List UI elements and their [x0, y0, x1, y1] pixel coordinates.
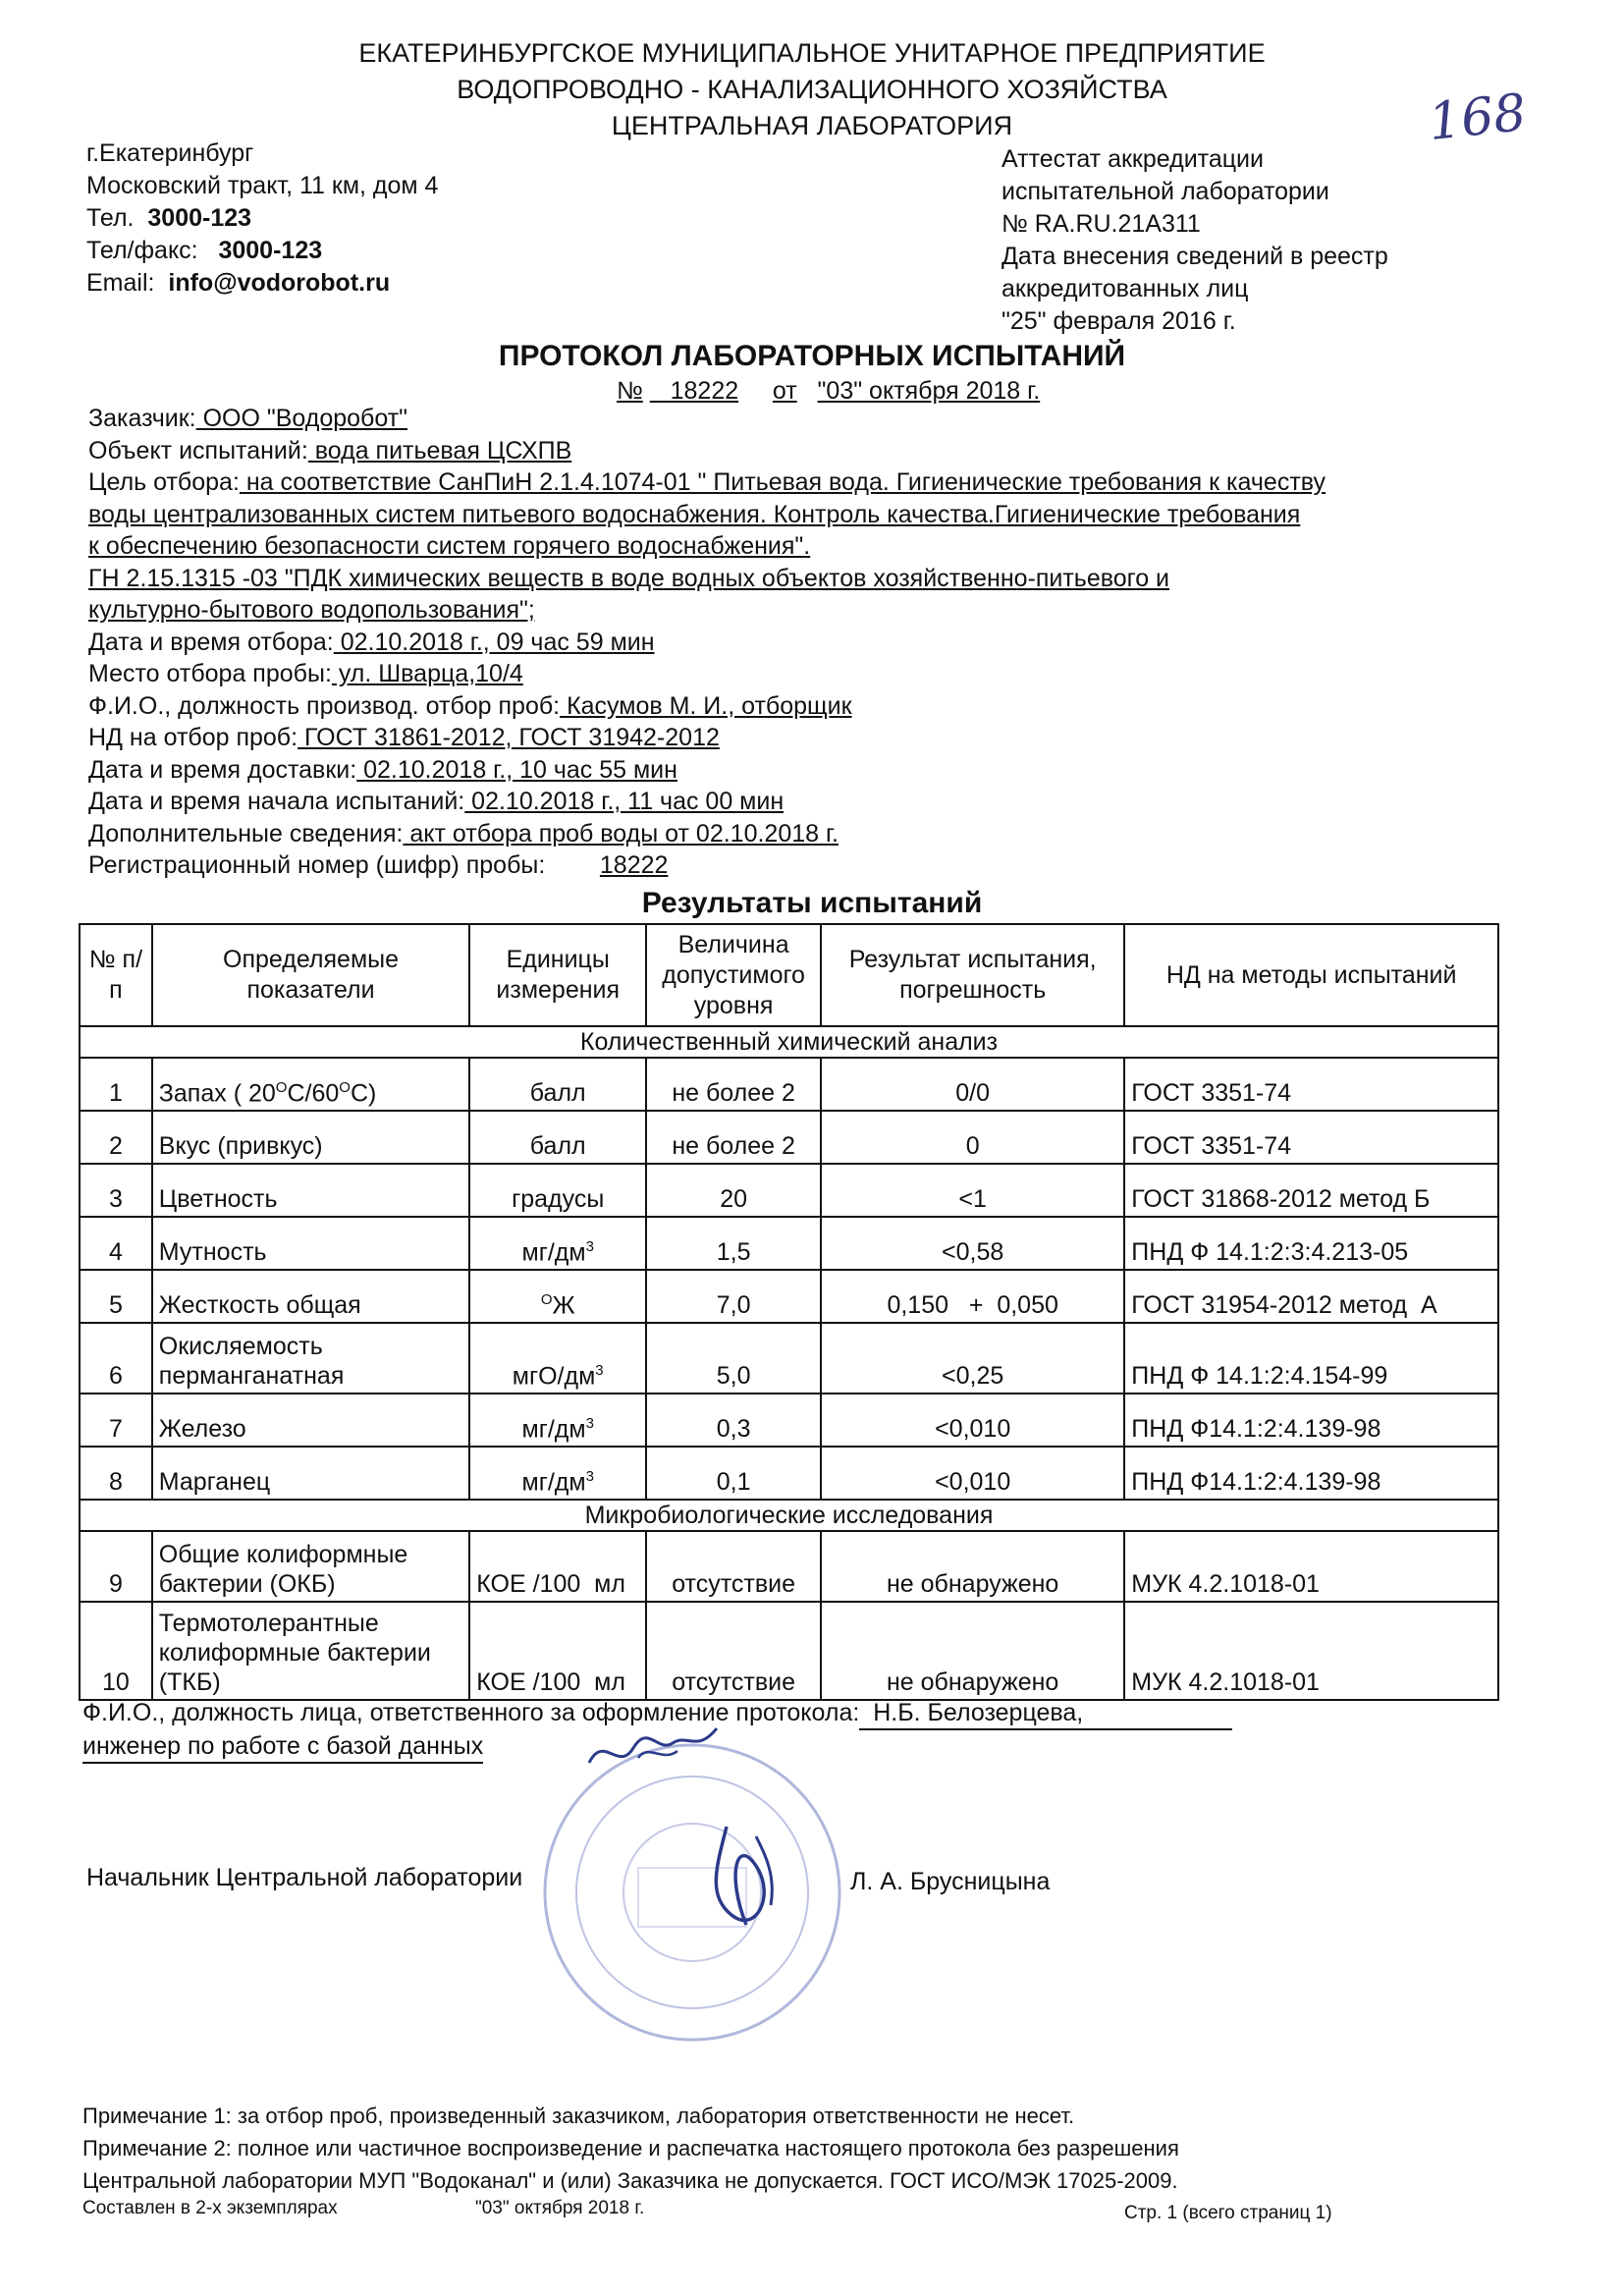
sampler-label: Ф.И.О., должность производ. отбор проб: — [88, 691, 561, 720]
table-row — [80, 1602, 1498, 1700]
row-result: 0,150 + 0,050 — [821, 1270, 1124, 1323]
results-title: Результаты испытаний — [641, 887, 983, 919]
unit-sup: 3 — [595, 1361, 604, 1379]
row-param — [152, 1531, 469, 1602]
start-label: Дата и время начала испытаний: — [88, 788, 465, 815]
organization-header — [0, 35, 1624, 144]
street: Московский тракт, 11 км, дом 4 — [86, 172, 439, 199]
row-limit: 7,0 — [646, 1270, 821, 1323]
page-info: Стр. 1 (всего страниц 1) — [1124, 2203, 1332, 2223]
sampler-field — [88, 690, 1492, 723]
accr-line-6: "25" февраля 2016 г. — [1001, 307, 1236, 335]
footer-date: "03" октября 2018 г. — [475, 2198, 645, 2218]
unit-text: Ж — [552, 1291, 575, 1319]
row-unit: балл — [469, 1058, 646, 1111]
param-part: С/60 — [287, 1079, 340, 1107]
row-num: 5 — [80, 1270, 152, 1323]
row-method: ГОСТ 31954-2012 метод А — [1124, 1270, 1498, 1323]
row-num: 8 — [80, 1447, 152, 1500]
city: г.Екатеринбург — [86, 139, 254, 167]
customer-field — [88, 403, 1492, 435]
place-value: ул. Шварца,10/4 — [331, 660, 523, 687]
row-method: ГОСТ 3351-74 — [1124, 1058, 1498, 1111]
org-line-2: ВОДОПРОВОДНО - КАНАЛИЗАЦИОННОГО ХОЗЯЙСТВА — [457, 75, 1167, 104]
unit-text: мг/дм — [521, 1238, 586, 1266]
responsible-name: Н.Б. Белозерцева, — [859, 1697, 1232, 1730]
row-param: Цветность — [152, 1164, 469, 1217]
delivery-label: Дата и время доставки: — [88, 755, 357, 784]
row-limit: 5,0 — [646, 1323, 821, 1394]
row-result: <0,25 — [821, 1323, 1124, 1394]
sample-fields — [88, 403, 1492, 882]
param-sup: О — [339, 1078, 351, 1096]
row-num: 1 — [80, 1058, 152, 1111]
row-param — [152, 1323, 469, 1394]
row-limit: не более 2 — [646, 1111, 821, 1164]
row-limit: отсутствие — [646, 1602, 821, 1700]
start-field — [88, 786, 1492, 818]
section-row — [80, 1026, 1498, 1058]
row-unit: КОЕ /100 мл — [469, 1602, 646, 1700]
row-param: Жесткость общая — [152, 1270, 469, 1323]
accr-line-1: Аттестат аккредитации — [1001, 145, 1264, 173]
row-limit: 0,3 — [646, 1394, 821, 1447]
accr-line-5: аккредитованных лиц — [1001, 275, 1249, 302]
row-unit: КОЕ /100 мл — [469, 1531, 646, 1602]
row-unit: градусы — [469, 1164, 646, 1217]
row-unit — [469, 1270, 646, 1323]
delivery-value: 02.10.2018 г., 10 час 55 мин — [356, 755, 677, 784]
table-row — [80, 1164, 1498, 1217]
row-num: 9 — [80, 1531, 152, 1602]
unit-sup: 3 — [585, 1467, 594, 1485]
row-result: <0,58 — [821, 1217, 1124, 1270]
row-result: <0,010 — [821, 1394, 1124, 1447]
row-result: 0/0 — [821, 1058, 1124, 1111]
customer-value: ООО "Водоробот" — [195, 405, 408, 432]
param-line: Термотолерантные — [158, 1610, 379, 1637]
row-param: Вкус (привкус) — [152, 1111, 469, 1164]
row-limit: 0,1 — [646, 1447, 821, 1500]
note-2-line-2: Центральной лаборатории МУП "Водоканал" и (или) Заказчика не допускается. ГОСТ ИСО/МЭК 17025-2009. — [82, 2168, 1178, 2193]
unit-sup: 3 — [585, 1414, 594, 1432]
col-num: № п/п — [80, 924, 152, 1026]
row-param: Мутность — [152, 1217, 469, 1270]
col-result: Результат испытания, погрешность — [821, 924, 1124, 1026]
sampling-datetime-value: 02.10.2018 г., 09 час 59 мин — [333, 628, 655, 656]
object-value: вода питьевая ЦСХПВ — [307, 436, 572, 465]
col-param: Определяемые показатели — [152, 924, 469, 1026]
col-unit: Единицы измерения — [469, 924, 646, 1026]
unit-text: мг/дм — [521, 1468, 586, 1496]
section-chemical: Количественный химический анализ — [80, 1026, 1498, 1058]
table-row — [80, 1111, 1498, 1164]
table-row — [80, 1447, 1498, 1500]
note-2-line-1: Примечание 2: полное или частичное воспроизведение и распечатка настоящего протокола без разрешения — [82, 2136, 1179, 2160]
protocol-date: "03" октября 2018 г. — [817, 377, 1041, 405]
reg-value: 18222 — [599, 851, 669, 879]
handwritten-page-number: 168 — [1426, 82, 1530, 153]
row-result: <1 — [821, 1164, 1124, 1217]
row-num: 6 — [80, 1323, 152, 1394]
object-label: Объект испытаний: — [88, 436, 308, 465]
signature-icon — [579, 1714, 736, 1782]
row-method: ПНД Ф14.1:2:4.139-98 — [1124, 1447, 1498, 1500]
param-line: бактерии (ОКБ) — [158, 1570, 336, 1598]
nd-label: НД на отбор проб: — [88, 724, 298, 751]
row-limit: 20 — [646, 1164, 821, 1217]
row-param — [152, 1602, 469, 1700]
col-method: НД на методы испытаний — [1124, 924, 1498, 1026]
param-line: (ТКБ) — [158, 1668, 221, 1696]
copies-note: Составлен в 2-х экземплярах — [82, 2198, 338, 2218]
phone-value: 3000-123 — [147, 204, 252, 232]
row-unit — [469, 1217, 646, 1270]
chief-label: Начальник Центральной лаборатории — [86, 1864, 523, 1891]
accreditation-block — [1001, 143, 1388, 338]
row-num: 7 — [80, 1394, 152, 1447]
row-result: не обнаружено — [821, 1531, 1124, 1602]
protocol-num-gap — [650, 377, 671, 405]
nd-field — [88, 722, 1492, 754]
table-row — [80, 1394, 1498, 1447]
param-line: Окисляемость — [158, 1333, 323, 1360]
place-label: Место отбора пробы: — [88, 660, 332, 687]
row-num: 2 — [80, 1111, 152, 1164]
row-limit: отсутствие — [646, 1531, 821, 1602]
row-method: ГОСТ 3351-74 — [1124, 1111, 1498, 1164]
org-line-1: ЕКАТЕРИНБУРГСКОЕ МУНИЦИПАЛЬНОЕ УНИТАРНОЕ ПРЕДПРИЯТИЕ — [358, 38, 1266, 68]
row-limit: не более 2 — [646, 1058, 821, 1111]
row-unit — [469, 1394, 646, 1447]
row-result: 0 — [821, 1111, 1124, 1164]
row-method: ГОСТ 31868-2012 метод Б — [1124, 1164, 1498, 1217]
param-sup: О — [275, 1078, 288, 1096]
row-result: не обнаружено — [821, 1602, 1124, 1700]
unit-sup: О — [540, 1290, 553, 1308]
chief-name: Л. А. Брусницына — [850, 1868, 1051, 1895]
sampling-datetime-label: Дата и время отбора: — [88, 628, 334, 656]
row-limit: 1,5 — [646, 1217, 821, 1270]
row-unit: балл — [469, 1111, 646, 1164]
sampling-datetime-field — [88, 627, 1492, 659]
row-unit — [469, 1323, 646, 1394]
reg-label: Регистрационный номер (шифр) пробы: — [88, 851, 546, 879]
extra-field — [88, 818, 1492, 850]
col-limit: Величина допустимого уровня — [646, 924, 821, 1026]
note-1: Примечание 1: за отбор проб, произведенный заказчиком, лаборатория ответственности не несет. — [82, 2104, 1075, 2128]
email-label: Email: — [86, 269, 155, 297]
notes-block — [82, 2100, 1179, 2197]
protocol-from-label: от — [772, 377, 797, 405]
sampler-value: Касумов М. И., отборщик — [560, 691, 852, 720]
phone-line — [86, 202, 438, 235]
fax-line — [86, 235, 438, 267]
place-field — [88, 658, 1492, 690]
param-part: Запах ( 20 — [158, 1079, 276, 1107]
object-field — [88, 435, 1492, 467]
address-block — [86, 137, 438, 300]
purpose-label: Цель отбора: — [88, 468, 240, 496]
customer-label: Заказчик: — [88, 405, 196, 432]
table-header-row — [80, 924, 1498, 1026]
purpose-line-4: ГН 2.15.1315 -03 "ПДК химических веществ в воде водных объектов хозяйственно-питьевого и — [88, 564, 1170, 592]
extra-value: акт отбора проб воды от 02.10.2018 г. — [403, 819, 839, 847]
row-num: 3 — [80, 1164, 152, 1217]
results-table — [79, 923, 1499, 1701]
row-result: <0,010 — [821, 1447, 1124, 1500]
reg-field — [88, 849, 1492, 882]
unit-text: мгО/дм — [512, 1362, 596, 1390]
protocol-title: ПРОТОКОЛ ЛАБОРАТОРНЫХ ИСПЫТАНИЙ — [498, 340, 1126, 372]
protocol-number: 18222 — [670, 377, 739, 405]
protocol-number-line — [617, 377, 1040, 406]
purpose-field — [88, 466, 1492, 499]
row-param — [152, 1058, 469, 1111]
section-row — [80, 1500, 1498, 1531]
email-line — [86, 267, 438, 300]
responsible-label: Ф.И.О., должность лица, ответственного за оформление протокола: — [82, 1699, 860, 1726]
param-line: перманганатная — [158, 1362, 345, 1390]
row-method: ПНД Ф 14.1:2:4.154-99 — [1124, 1323, 1498, 1394]
extra-label: Дополнительные сведения: — [88, 819, 404, 847]
section-micro: Микробиологические исследования — [80, 1500, 1498, 1531]
unit-sup: 3 — [585, 1237, 594, 1255]
table-row — [80, 1323, 1498, 1394]
param-part: С) — [350, 1079, 377, 1107]
table-row — [80, 1531, 1498, 1602]
responsible-position: инженер по работе с базой данных — [82, 1730, 483, 1764]
protocol-num-label: № — [617, 377, 643, 405]
row-method: МУК 4.2.1018-01 — [1124, 1531, 1498, 1602]
unit-text: мг/дм — [521, 1415, 586, 1443]
fax-value: 3000-123 — [218, 237, 323, 264]
accr-line-4: Дата внесения сведений в реестр — [1001, 243, 1388, 270]
param-line: колиформные бактерии — [158, 1639, 431, 1667]
row-method: МУК 4.2.1018-01 — [1124, 1602, 1498, 1700]
table-row — [80, 1270, 1498, 1323]
chief-signature-icon — [687, 1807, 805, 1944]
delivery-field — [88, 754, 1492, 787]
phone-label: Тел. — [86, 204, 135, 232]
table-row — [80, 1058, 1498, 1111]
fax-label: Тел/факс: — [86, 237, 198, 264]
row-param: Железо — [152, 1394, 469, 1447]
row-num: 4 — [80, 1217, 152, 1270]
org-line-3: ЦЕНТРАЛЬНАЯ ЛАБОРАТОРИЯ — [611, 111, 1013, 140]
param-line: Общие колиформные — [158, 1541, 408, 1568]
row-method: ПНД Ф14.1:2:4.139-98 — [1124, 1394, 1498, 1447]
row-unit — [469, 1447, 646, 1500]
purpose-line-5: культурно-бытового водопользования"; — [88, 596, 535, 624]
nd-value: ГОСТ 31861-2012, ГОСТ 31942-2012 — [298, 724, 720, 751]
accr-line-3: № RA.RU.21A311 — [1001, 210, 1201, 238]
table-row — [80, 1217, 1498, 1270]
purpose-line-2: воды централизованных систем питьевого водоснабжения. Контроль качества.Гигиенические требования — [88, 500, 1301, 528]
accr-line-2: испытательной лаборатории — [1001, 178, 1329, 205]
email-value: info@vodorobot.ru — [168, 269, 391, 297]
purpose-line-1: на соответствие СанПиН 2.1.4.1074-01 " Питьевая вода. Гигиенические требования к качеству — [239, 468, 1326, 496]
row-param: Марганец — [152, 1447, 469, 1500]
purpose-line-3: к обеспечению безопасности систем горячего водоснабжения". — [88, 532, 811, 560]
row-method: ПНД Ф 14.1:2:3:4.213-05 — [1124, 1217, 1498, 1270]
start-value: 02.10.2018 г., 11 час 00 мин — [464, 788, 785, 815]
row-num: 10 — [80, 1602, 152, 1700]
